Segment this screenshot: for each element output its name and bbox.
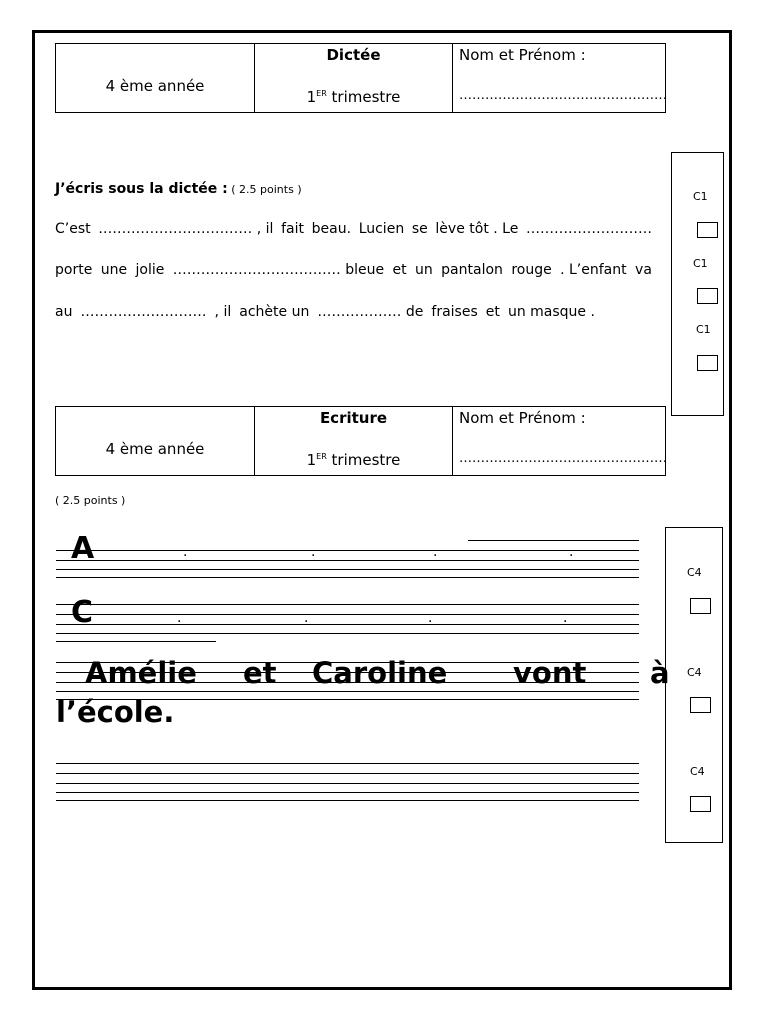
sentence-word: Amélie (85, 656, 197, 690)
criterion-checkbox[interactable] (690, 796, 711, 812)
dot-mark: . (569, 544, 574, 560)
page-border (32, 30, 732, 990)
grade-cell (56, 44, 255, 112)
writing-points: ( 2.5 points ) (55, 494, 126, 507)
criterion-label: C4 (687, 666, 702, 679)
criterion-checkbox[interactable] (697, 355, 718, 371)
criterion-checkbox[interactable] (697, 288, 718, 304)
dot-mark: . (304, 610, 309, 626)
name-label: Nom et Prénom : (459, 46, 586, 64)
name-cell (453, 407, 665, 475)
criterion-label: C4 (690, 765, 705, 778)
term-label: 1ER trimestre (306, 451, 401, 469)
subject-title: Dictée (326, 46, 381, 64)
sentence-word: vont (513, 656, 587, 690)
dot-mark: . (177, 610, 182, 626)
term-label: 1ER trimestre (306, 88, 401, 106)
name-field[interactable]: ………………………………………… (459, 451, 667, 466)
dictation-criteria-box (671, 152, 724, 416)
dictation-line-3: au ……………………… , il achète un ……………… de fraises et un masque . (55, 304, 595, 320)
name-cell (453, 44, 665, 112)
criterion-label: C1 (693, 190, 708, 203)
dictation-points: ( 2.5 points ) (227, 183, 302, 196)
writing-criteria-box (665, 527, 723, 843)
sentence-word: à (650, 656, 670, 690)
subject-cell (255, 44, 453, 112)
sentence-line-2: l’école. (56, 695, 175, 729)
writing-header-table (55, 406, 666, 476)
criterion-label: C4 (687, 566, 702, 579)
grade-label: 4 ème année (105, 77, 205, 95)
criterion-checkbox[interactable] (690, 697, 711, 713)
grade-label: 4 ème année (105, 440, 205, 458)
criterion-label: C1 (696, 323, 711, 336)
dot-mark: . (428, 610, 433, 626)
dot-mark: . (433, 544, 438, 560)
dot-mark: . (311, 544, 316, 560)
name-label: Nom et Prénom : (459, 409, 586, 427)
dictation-line-2: porte une jolie ……………………………… bleue et un pantalon rouge . L’enfant va (55, 262, 652, 278)
dictation-header-table (55, 43, 666, 113)
criterion-label: C1 (693, 257, 708, 270)
subject-cell (255, 407, 453, 475)
subject-title: Ecriture (319, 409, 388, 427)
name-field[interactable]: ………………………………………… (459, 88, 667, 103)
dot-mark: . (563, 610, 568, 626)
dictation-line-1: C’est …………………………… , il fait beau. Lucien se lève tôt . Le ……………………… (55, 221, 652, 237)
sentence-word: et (243, 656, 277, 690)
dictation-instruction: J’écris sous la dictée : ( 2.5 points ) (55, 181, 302, 197)
model-letter-a: A (71, 531, 95, 566)
sentence-word: Caroline (312, 656, 448, 690)
criterion-checkbox[interactable] (690, 598, 711, 614)
model-letter-c: C (71, 595, 94, 630)
criterion-checkbox[interactable] (697, 222, 718, 238)
grade-cell (56, 407, 255, 475)
dot-mark: . (183, 544, 188, 560)
